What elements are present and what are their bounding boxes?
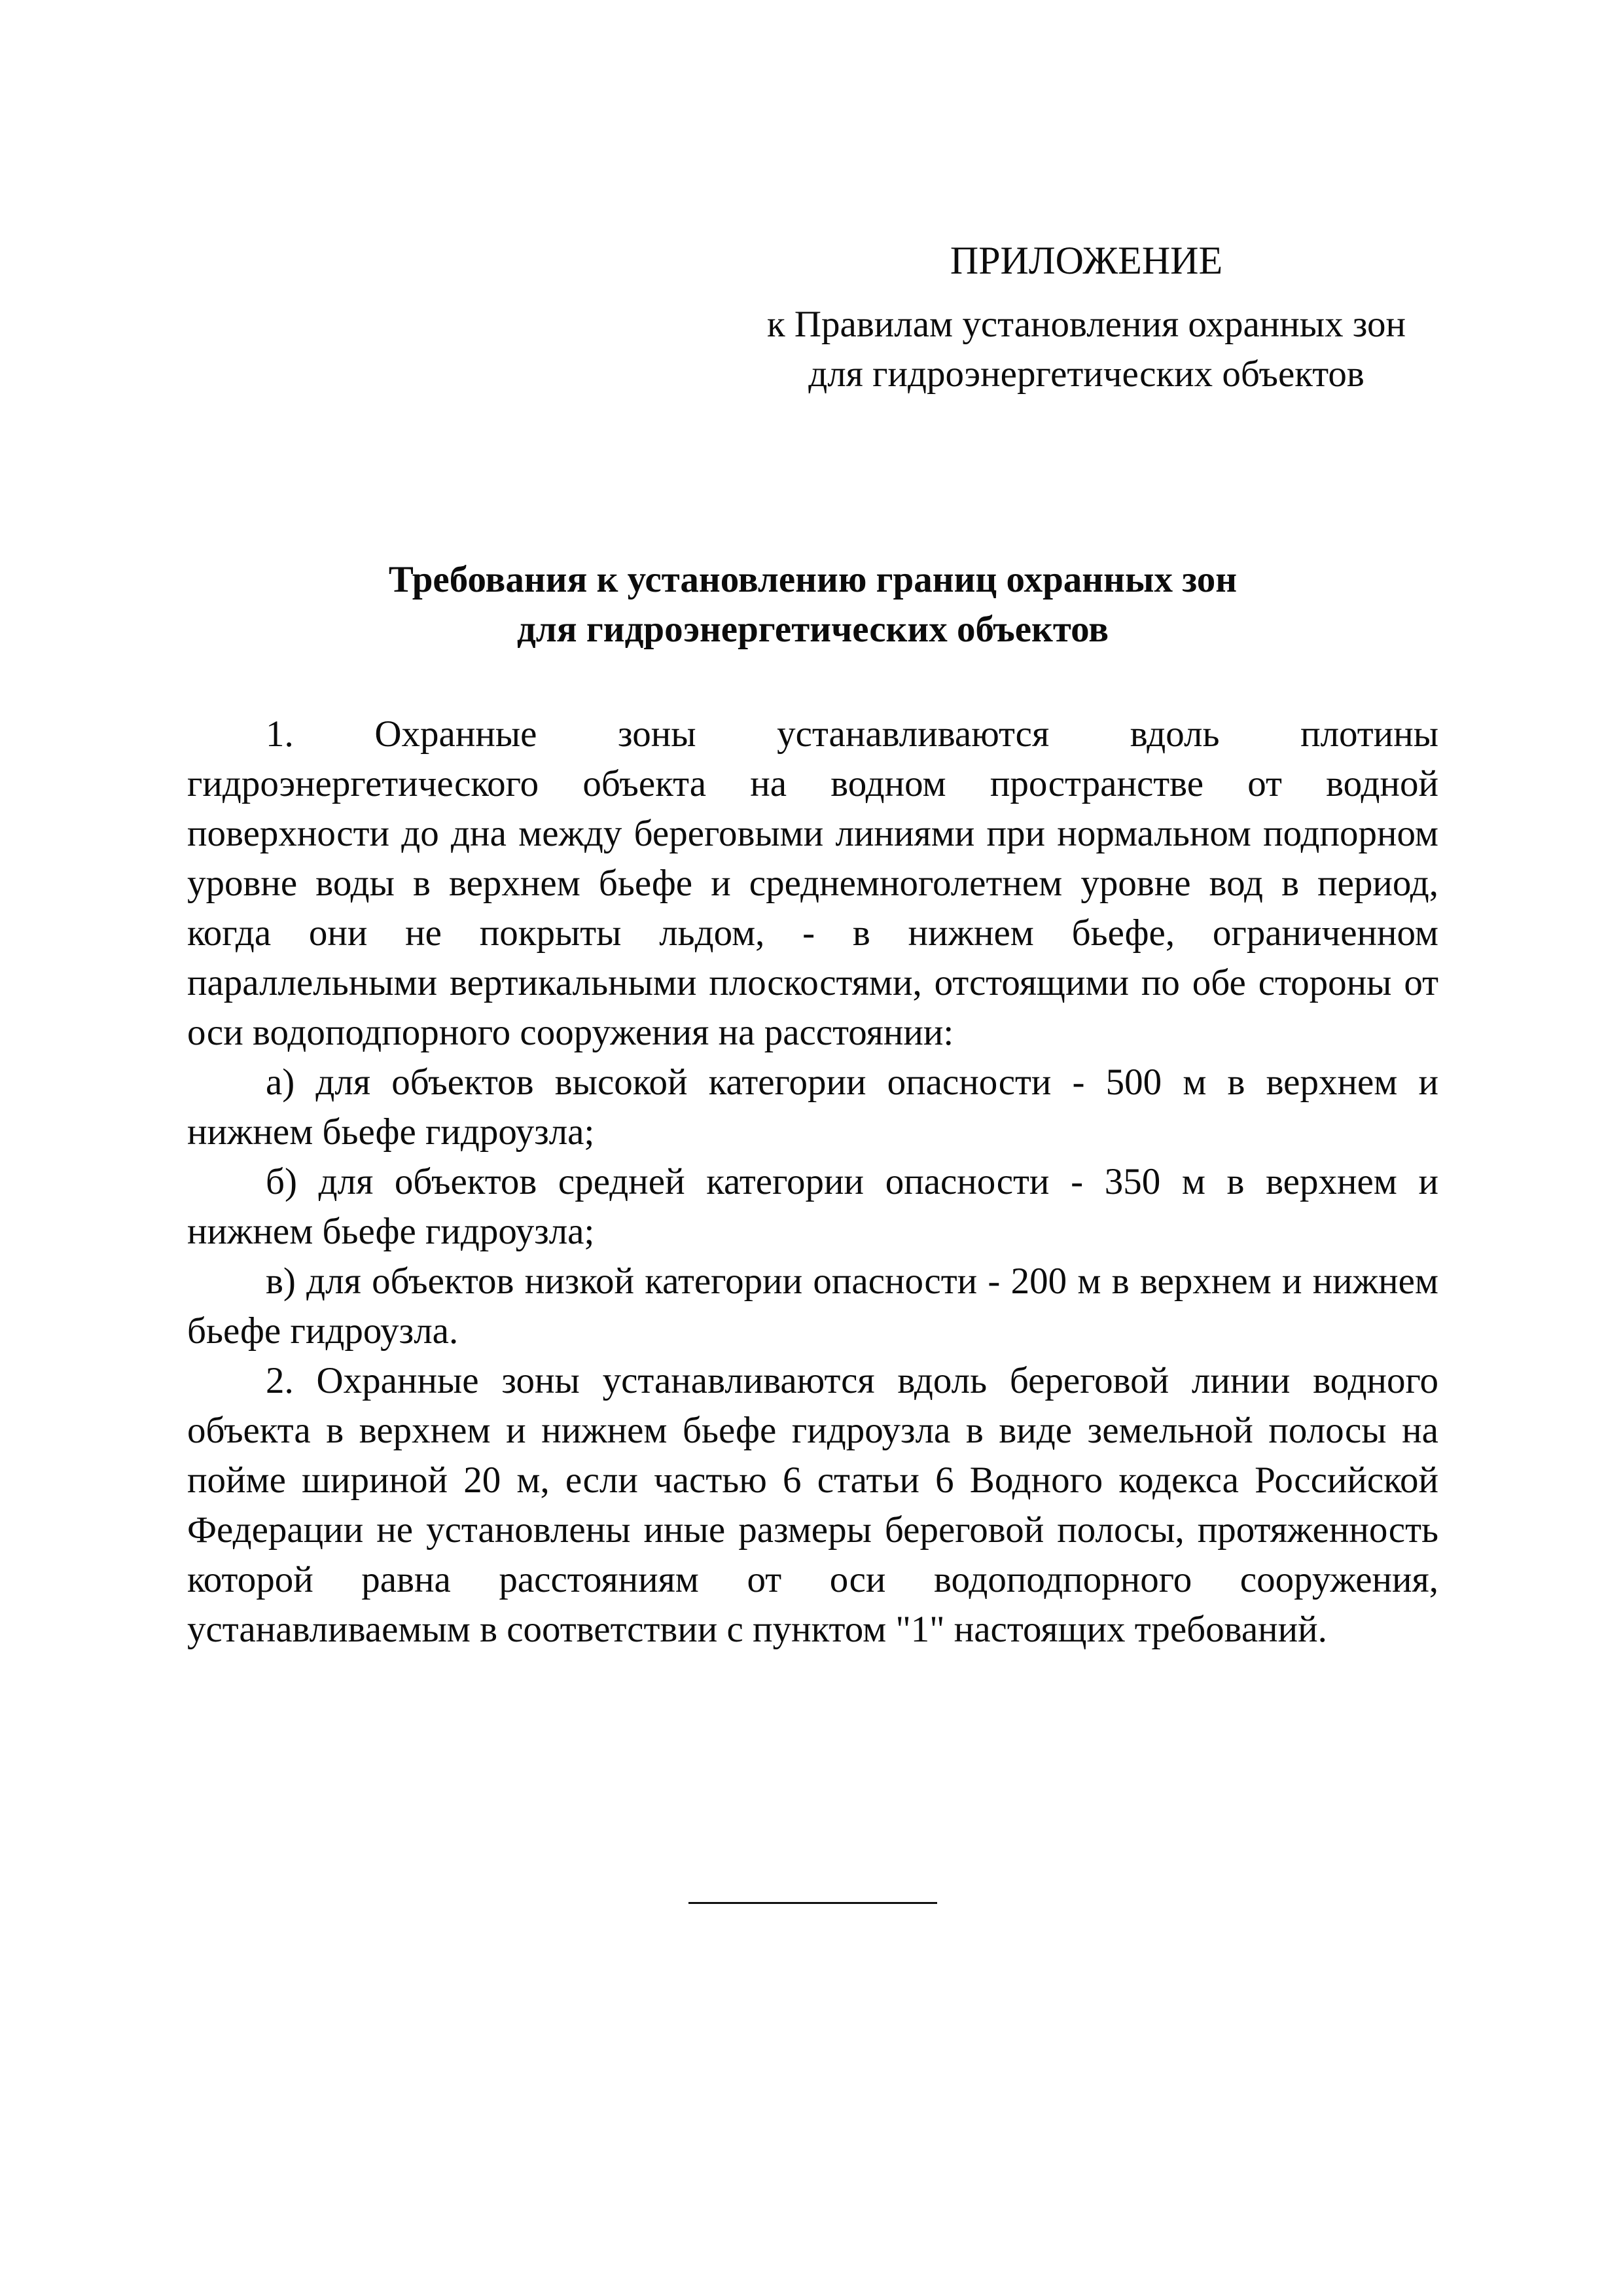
paragraph-1: 1. Охранные зоны устанавливаются вдоль плотины гидроэнергетического объекта на водном пространстве от водной поверхности до дна между береговыми линиями при нормальном подпорном уровне воды в верхнем бьефе и среднемноголетнем уровне вод в период, когда они не покрыты льдом, - в нижнем бьефе, ограниченном параллельными вертикальными плоскостями, отстоящими по обе стороны от оси водоподпорного сооружения на расстоянии: (187, 713, 1438, 1053)
appendix-subtitle-line-2: для гидроэнергетических объектов (808, 353, 1364, 395)
document-body (187, 709, 1438, 1655)
document-title-line-1: Требования к установлению границ охранных зон (388, 559, 1238, 600)
closing-separator-line (688, 1902, 937, 1904)
paragraph-1b: б) для объектов средней категории опасности - 350 м в верхнем и нижнем бьефе гидроузла; (187, 1161, 1438, 1252)
document-title (187, 555, 1438, 655)
appendix-header (720, 234, 1453, 399)
paragraph-1a: а) для объектов высокой категории опасности - 500 м в верхнем и нижнем бьефе гидроузла; (187, 1062, 1438, 1153)
paragraph-1c: в) для объектов низкой категории опасности - 200 м в верхнем и нижнем бьефе гидроузла. (187, 1261, 1438, 1352)
appendix-subtitle-line-1: к Правилам установления охранных зон (766, 304, 1406, 345)
appendix-label: ПРИЛОЖЕНИЕ (950, 239, 1223, 282)
document-title-line-2: для гидроэнергетических объектов (516, 609, 1109, 650)
paragraph-2: 2. Охранные зоны устанавливаются вдоль береговой линии водного объекта в верхнем и нижнем бьефе гидроузла в виде земельной полосы на пойме шириной 20 м, если частью 6 статьи 6 Водного кодекса Российской Федерации не установлены иные размеры береговой полосы, протяженность которой равна расстояниям от оси водоподпорного сооружения, устанавливаемым в соответствии с пунктом "1" настоящих требований. (187, 1360, 1438, 1650)
